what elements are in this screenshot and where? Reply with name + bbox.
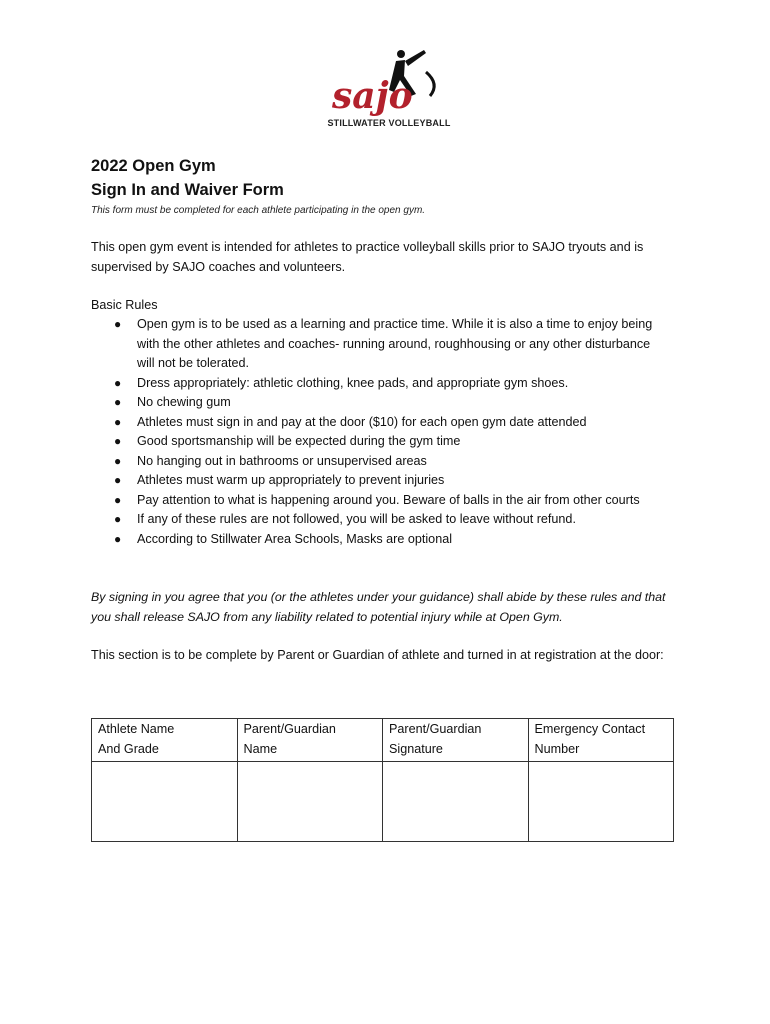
bullet-icon: ● [114,453,122,468]
rule-text: No chewing gum [137,395,231,409]
signup-table [91,718,674,842]
header-emergency-contact: Emergency Contact Number [528,719,674,762]
rule-text: According to Stillwater Area Schools, Masks are optional [137,531,452,546]
rule-item [110,413,670,433]
rule-item [110,315,670,374]
rule-item [110,452,670,472]
rule-text: Pay attention to what is happening around you. Beware of balls in the air from other courts [137,492,640,507]
bullet-icon: ● [114,434,122,448]
rule-text: No hanging out in bathrooms or unsupervised areas [137,453,427,468]
bullet-icon: ● [114,512,122,526]
rules-list [110,315,670,549]
rule-text: Open gym is to be used as a learning and practice time. While it is also a time to enjoy being with the other athletes and coaches- running around, roughhousing or any other disturbance will not be tolerated. [137,317,653,370]
bullet-icon: ● [114,531,122,546]
rule-item [110,491,670,511]
rule-item [110,393,670,413]
header-parent-signature: Parent/Guardian Signature [383,719,529,762]
form-subtitle: This form must be completed for each athlete participating in the open gym. [91,205,426,216]
page-title [91,154,284,202]
athlete-name-cell[interactable] [92,762,238,842]
rule-item [110,530,670,550]
bullet-icon: ● [114,317,122,331]
header-parent-name: Parent/Guardian Name [237,719,383,762]
agreement-statement: By signing in you agree that you (or the athletes under your guidance) shall abide by these rules and that you shall release SAJO from any liability related to potential injury while at Open Gym. [91,590,666,624]
title-line-1: 2022 Open Gym [91,157,216,175]
bullet-icon: ● [114,492,122,507]
sajo-logo-graphic [330,48,446,118]
rule-item [110,510,670,530]
player-arm-icon [405,50,426,66]
bullet-icon: ● [114,395,122,409]
rule-item [110,471,670,491]
rule-text: Athletes must warm up appropriately to prevent injuries [137,473,445,487]
header-athlete-name: Athlete Name And Grade [92,719,238,762]
intro-paragraph: This open gym event is intended for athletes to practice volleyball skills prior to SAJO tryouts and is supervised by SAJO coaches and volunteers. [91,240,644,274]
bullet-icon: ● [114,414,122,429]
logo-wordmark: sajo [332,75,413,117]
swoosh-icon [426,72,434,96]
emergency-contact-cell[interactable] [528,762,674,842]
title-line-2: Sign In and Waiver Form [91,181,284,199]
rule-item [110,374,670,394]
bullet-icon: ● [114,375,122,390]
rule-item [110,432,670,452]
bullet-icon: ● [114,473,122,487]
table-header-row [92,719,674,762]
rule-text: Dress appropriately: athletic clothing, knee pads, and appropriate gym shoes. [137,375,569,390]
rule-text: If any of these rules are not followed, you will be asked to leave without refund. [137,512,576,526]
rule-text: Athletes must sign in and pay at the door ($10) for each open gym date attended [137,414,587,429]
section-instructions: This section is to be complete by Parent or Guardian of athlete and turned in at registration at the door: [91,648,664,662]
rule-text: Good sportsmanship will be expected during the gym time [137,434,461,448]
logo-caption: STILLWATER VOLLEYBALL [327,118,451,128]
table-row [92,762,674,842]
parent-signature-cell[interactable] [383,762,529,842]
player-head-icon [397,50,405,58]
parent-name-cell[interactable] [237,762,383,842]
rules-heading: Basic Rules [91,298,158,312]
